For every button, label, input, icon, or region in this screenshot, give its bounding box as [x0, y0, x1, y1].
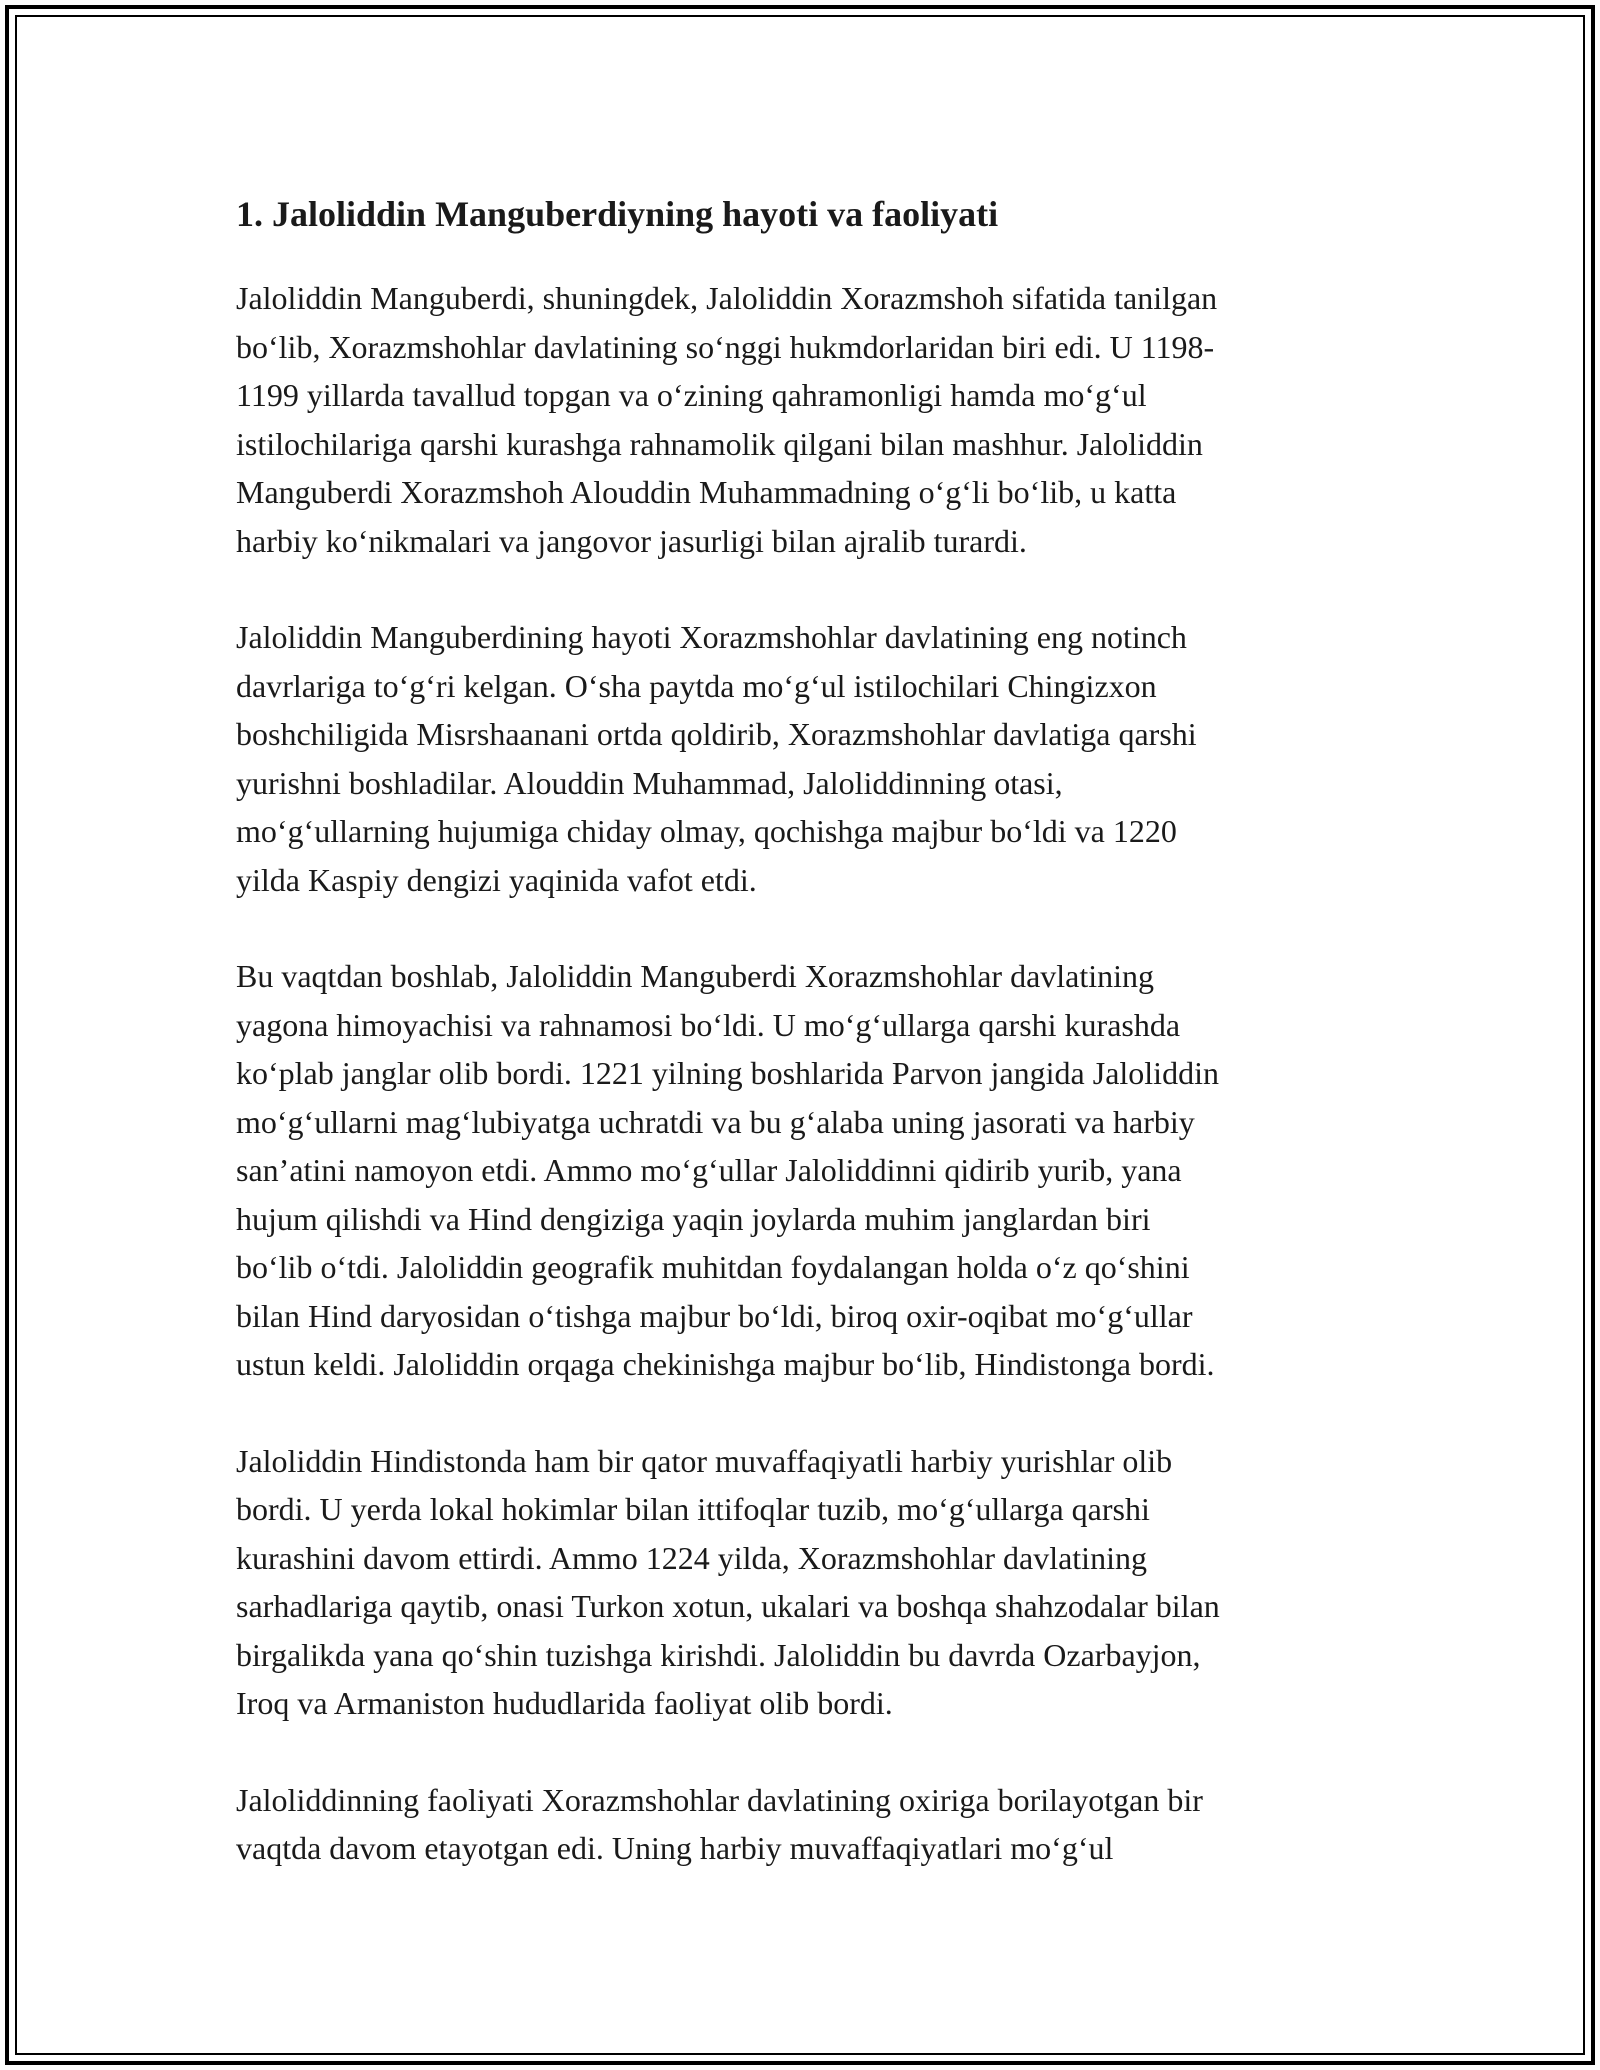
paragraph-4: Jaloliddin Hindistonda ham bir qator muvaffaqiyatli harbiy yurishlar olib bordi. U yerda lokal hokimlar bilan ittifoqlar tuzib, mo‘g‘ullarga qarshi kurashini davom ettirdi. Ammo 1224 yilda, Xorazmshohlar davlatining sarhadlariga qaytib, onasi Turkon xotun, ukalari va boshqa shahzodalar bilan birgalikda yana qo‘shin tuzishga kirishdi. Jaloliddin bu davrda Ozarbayjon, Iroq va Armaniston hududlarida faoliyat olib bordi.	[236, 1442, 1220, 1721]
paragraph-3: Bu vaqtdan boshlab, Jaloliddin Manguberdi Xorazmshohlar davlatining yagona himoyachisi va rahnamosi bo‘ldi. U mo‘g‘ullarga qarshi kurashda ko‘plab janglar olib bordi. 1221 yilning boshlarida Parvon jangida Jaloliddin mo‘g‘ullarni mag‘lubiyatga uchratdi va bu g‘alaba uning jasorati va harbiy san’atini namoyon etdi. Ammo mo‘g‘ullar Jaloliddinni qidirib yurib, yana hujum qilishdi va Hind dengiziga yaqin joylarda muhim janglardan biri bo‘lib o‘tdi. Jaloliddin geografik muhitdan foydalangan holda o‘z qo‘shini bilan Hind daryosidan o‘tishga majbur bo‘ldi, biroq oxir-oqibat mo‘g‘ullar ustun keldi. Jaloliddin orqaga chekinishga majbur bo‘lib, Hindistonga bordi.	[236, 958, 1219, 1382]
paragraph-5: Jaloliddinning faoliyati Xorazmshohlar davlatining oxiriga borilayotgan bir vaqtda davom etayotgan edi. Uning harbiy muvaffaqiyatlari mo‘g‘ul	[236, 1781, 1203, 1866]
paragraph-1: Jaloliddin Manguberdi, shuningdek, Jaloliddin Xorazmshoh sifatida tanilgan bo‘lib, Xorazmshohlar davlatining so‘nggi hukmdorlaridan biri edi. U 1198- 1199 yillarda tavallud topgan va o‘zining qahramonligi hamda mo‘g‘ul istilochilariga qarshi kurashga rahnamolik qilgani bilan mashhur. Jaloliddin Manguberdi Xorazmshoh Alouddin Muhammadning o‘g‘li bo‘lib, u katta harbiy ko‘nikmalari va jangovor jasurligi bilan ajralib turardi.	[236, 280, 1218, 559]
section-heading: 1. Jaloliddin Manguberdiyning hayoti va faoliyati	[236, 194, 999, 234]
paragraph-2: Jaloliddin Manguberdining hayoti Xorazmshohlar davlatining eng notinch davrlariga to‘g‘ri kelgan. O‘sha paytda mo‘g‘ul istilochilari Chingizxon boshchiligida Misrshaanani ortda qoldirib, Xorazmshohlar davlatiga qarshi yurishni boshladilar. Alouddin Muhammad, Jaloliddinning otasi, mo‘g‘ullarning hujumiga chiday olmay, qochishga majbur bo‘ldi va 1220 yilda Kaspiy dengizi yaqinida vafot etdi.	[236, 619, 1197, 898]
document-page	[236, 186, 1386, 1921]
